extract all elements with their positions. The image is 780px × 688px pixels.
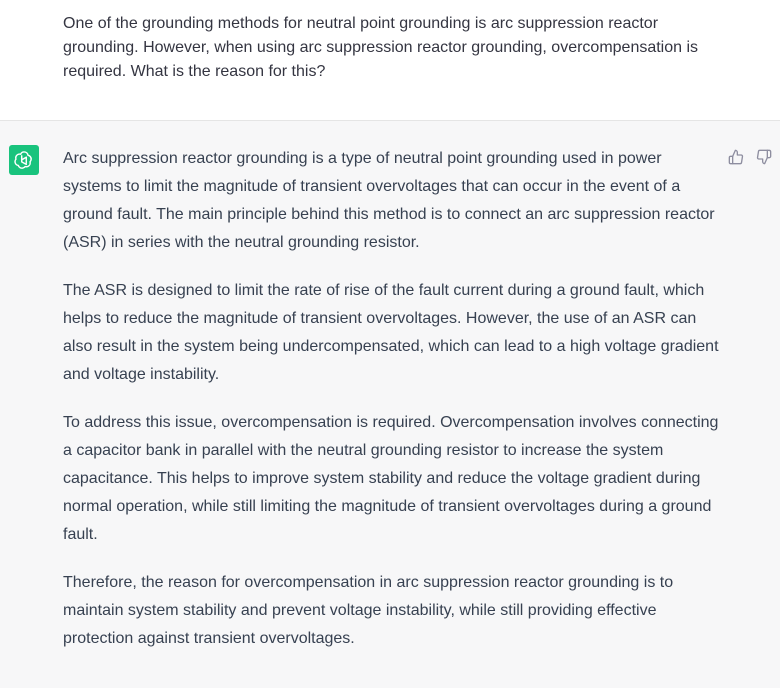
openai-logo-icon [9, 145, 39, 175]
thumbs-down-button[interactable] [754, 147, 774, 167]
response-paragraph-2: The ASR is designed to limit the rate of rise of the fault current during a ground fault, which helps to reduce the magnitude of transient overvoltages. However, the use of an ASR can also result in the system being undercompensated, which can lead to a high voltage gradient and voltage instability. [63, 282, 719, 383]
assistant-response [63, 145, 723, 673]
thumbs-down-icon [756, 149, 772, 165]
thumbs-up-icon [728, 149, 744, 165]
response-paragraph-4: Therefore, the reason for overcompensation in arc suppression reactor grounding is to maintain system stability and prevent voltage instability, while still providing effective protection against transient overvoltages. [63, 574, 674, 647]
thumbs-up-button[interactable] [726, 147, 746, 167]
feedback-buttons [726, 147, 774, 167]
response-paragraph-3: To address this issue, overcompensation is required. Overcompensation involves connecting a capacitor bank in parallel with the neutral grounding resistor to increase the system capacitance. This helps to improve system stability and reduce the voltage gradient during normal operation, while still limiting the magnitude of transient overvoltages during a ground fault. [63, 414, 719, 543]
user-message [0, 0, 780, 121]
assistant-message [0, 121, 780, 688]
response-paragraph-1: Arc suppression reactor grounding is a type of neutral point grounding used in power systems to limit the magnitude of transient overvoltages that can occur in the event of a ground fault. The main principle behind this method is to connect an arc suppression reactor (ASR) in series with the neutral grounding resistor. [63, 150, 715, 251]
user-message-text: One of the grounding methods for neutral point grounding is arc suppression reactor grounding. However, when using arc suppression reactor grounding, overcompensation is required. What is the reason for this? [63, 15, 699, 80]
